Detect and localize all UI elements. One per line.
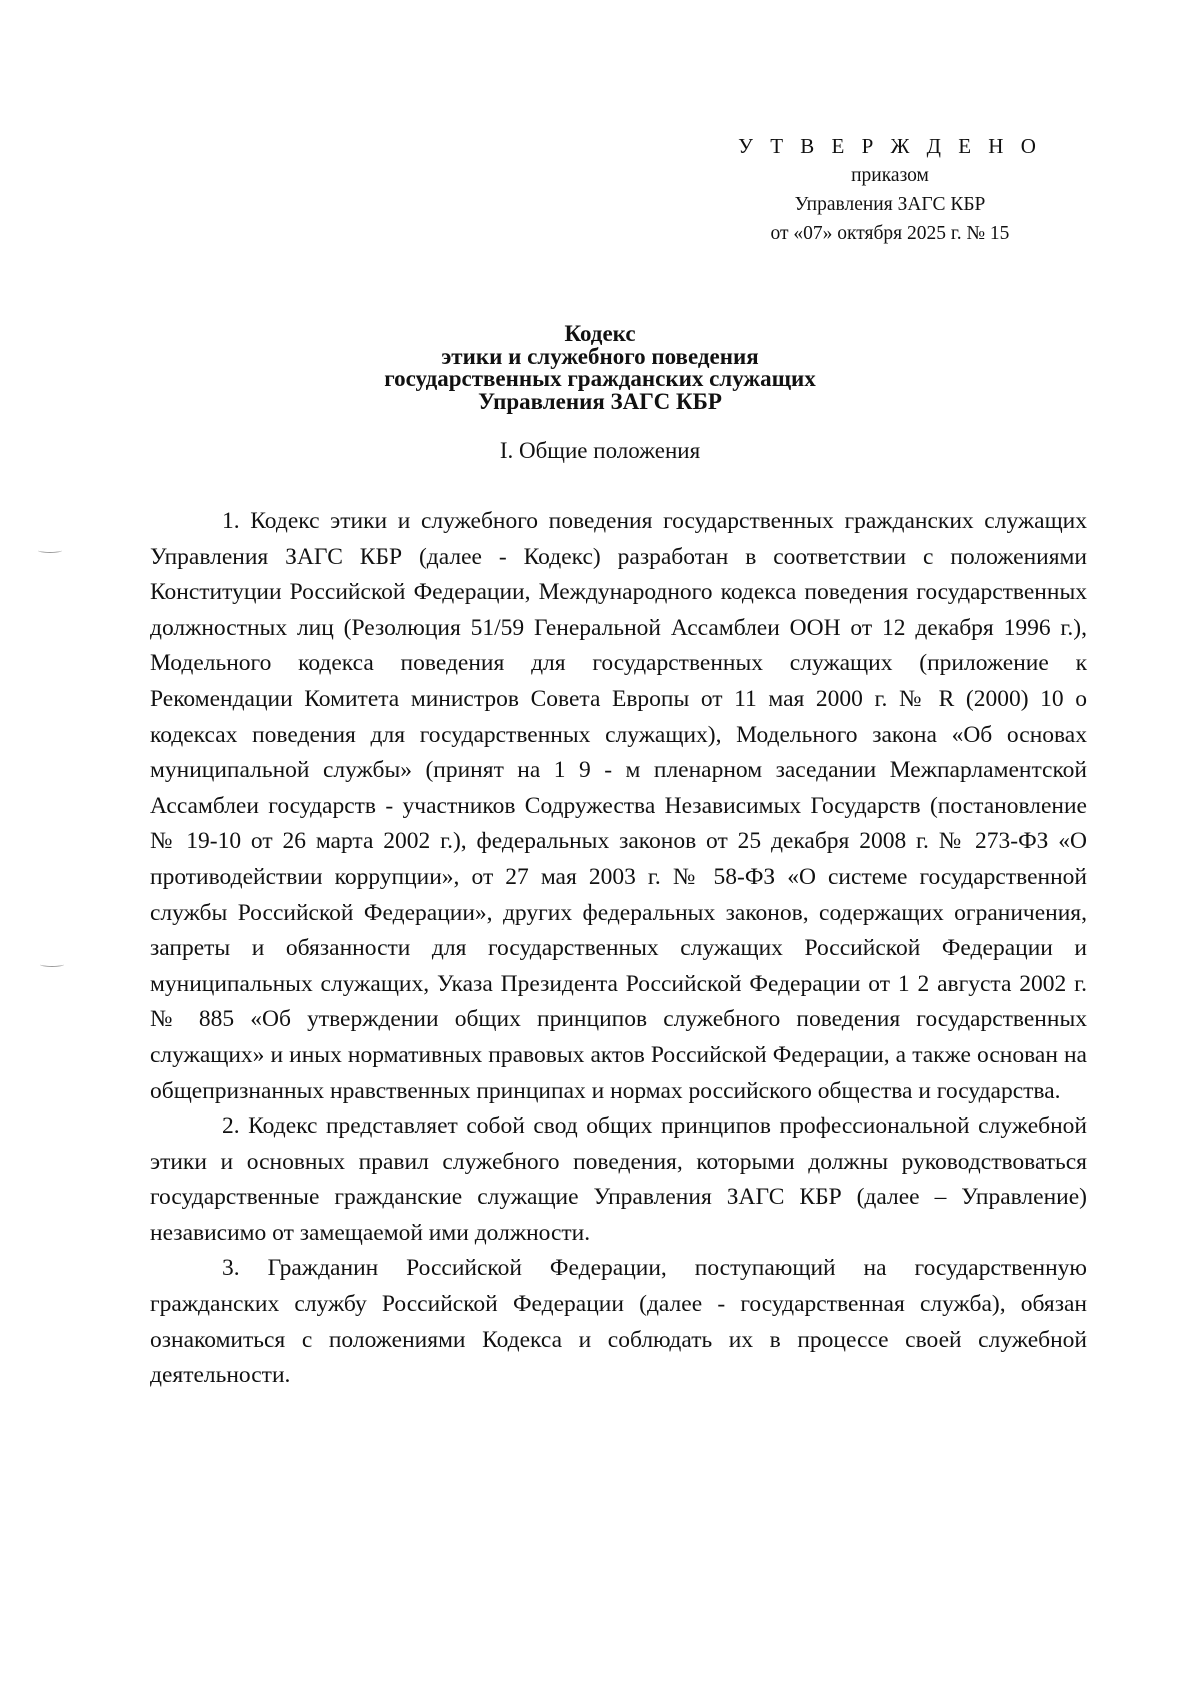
section-heading: I. Общие положения [499, 438, 701, 463]
approval-stamp [735, 132, 1045, 248]
approval-order-date: от «07» октября 2025 г. № 15 [770, 223, 1010, 244]
scan-margin-mark [38, 548, 62, 553]
title-line: этики и служебного поведения [441, 343, 759, 369]
title-line: Кодекс [564, 321, 636, 346]
approval-line: приказом [851, 165, 929, 186]
document-body [150, 504, 1087, 1394]
paragraph: 2. Кодекс представляет собой свод общих принципов профессиональной служебной этики и основных правил служебного поведения, которыми должны руководствоваться государственные гражданские служащие Управления ЗАГС КБР (далее – Управление) независимо от замещаемой ими должности. [150, 1113, 1087, 1246]
paragraph: 1. Кодекс этики и служебного поведения государственных гражданских служащих Управления ЗАГС КБР (далее - Кодекс) разработан в соответствии с положениями Конституции Российской Федерации, Международного кодекса поведения государственных должностных лиц (Резолюция 51/59 Генеральной Ассамблеи ООН от 12 декабря 1996 г.), Модельного кодекса поведения для государственных служащих (приложение к Рекомендации Комитета министров Совета Европы от 11 мая 2000 г. № R (2000) 10 о кодексах поведения для государственных служащих), Модельного закона «Об основах муниципальной службы» (принят на 1 9 - м пленарном заседании Межпарламентской Ассамблеи государств - участников Содружества Независимых Государств (постановление № 19-10 от 26 марта 2002 г.), федеральных законов от 25 декабря 2008 г. № 273-ФЗ «О противодействии коррупции», от 27 мая 2003 г. № 58-ФЗ «О системе государственной службы Российской Федерации», других федеральных законов, содержащих ограничения, запреты и обязанности для государственных служащих Российской Федерации и муниципальных служащих, Указа Президента Российской Федерации от 1 2 августа 2002 г. № 885 «Об утверждении общих принципов служебного поведения государственных служащих» и иных нормативных правовых актов Российской Федерации, а также основан на общепризнанных нравственных принципах и нормах российского общества и государства. [150, 508, 1087, 1104]
document-title [150, 323, 1050, 413]
title-line: государственных гражданских служащих [384, 366, 816, 391]
approval-line: Управления ЗАГС КБР [794, 194, 986, 215]
paragraph: 3. Гражданин Российской Федерации, поступающий на государственную гражданских службу Российской Федерации (далее - государственная служба), обязан ознакомиться с положениями Кодекса и соблюдать их в процессе своей служебной деятельности. [150, 1255, 1087, 1389]
title-line: Управления ЗАГС КБР [478, 388, 722, 414]
scan-margin-mark [40, 962, 64, 967]
approval-heading: У Т В Е Р Ж Д Е Н О [738, 134, 1042, 158]
